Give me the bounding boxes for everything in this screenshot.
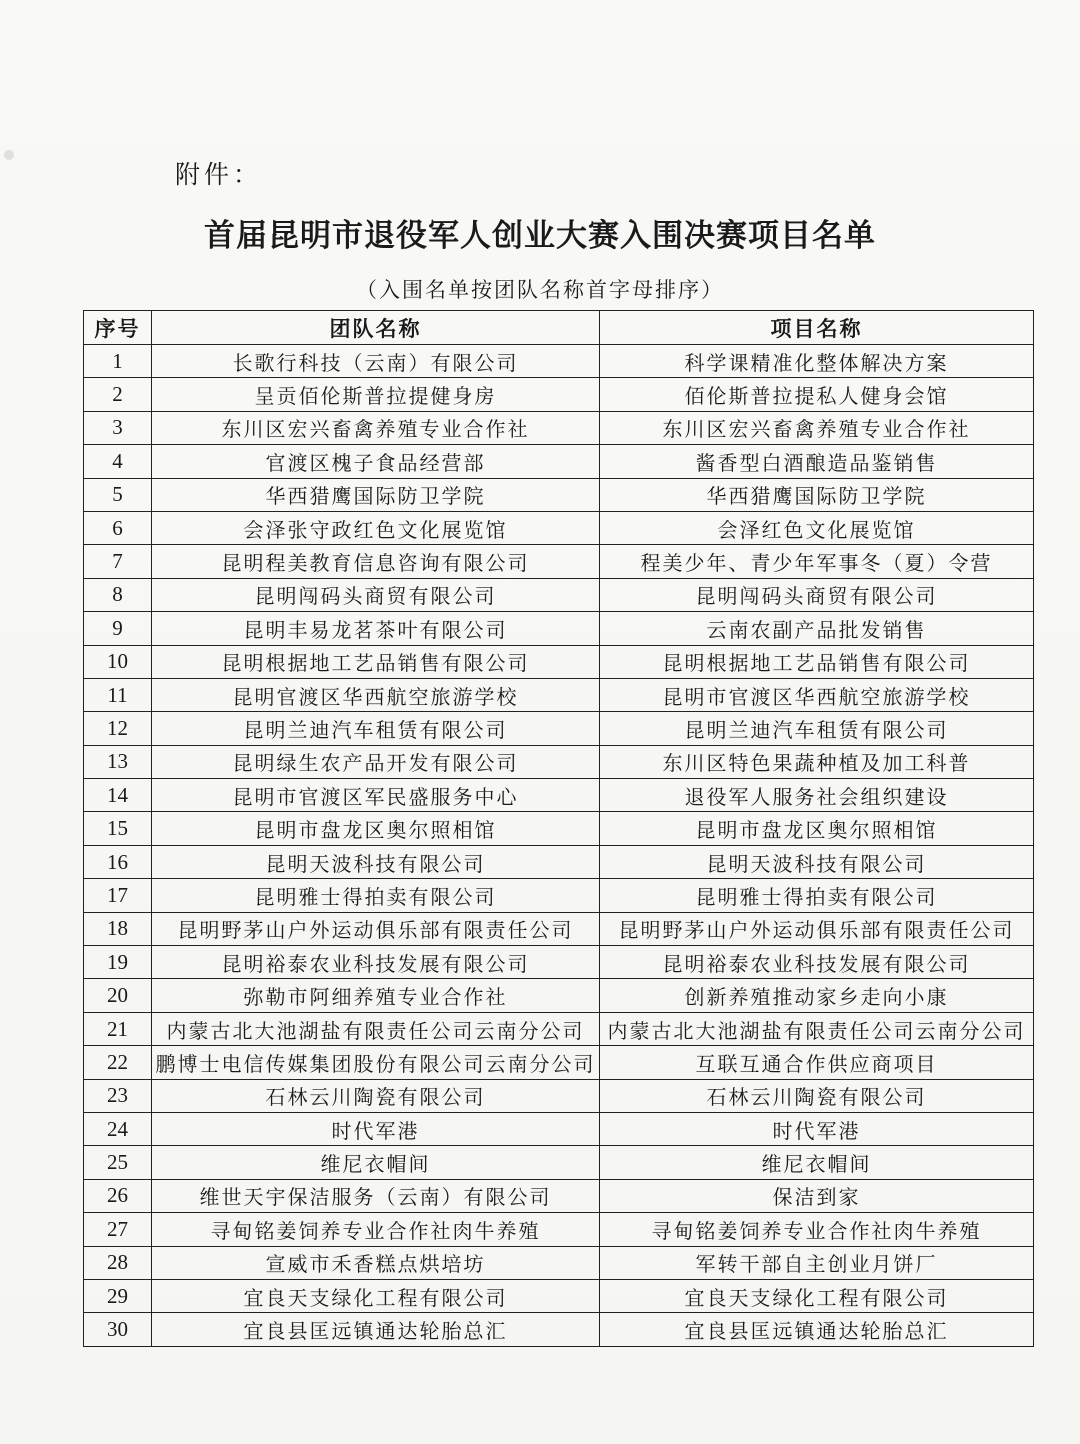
project-name-cell: 退役军人服务社会组织建设 bbox=[600, 779, 1034, 812]
project-name-cell: 科学课精准化整体解决方案 bbox=[600, 345, 1034, 378]
team-name-cell: 官渡区槐子食品经营部 bbox=[152, 445, 600, 478]
table-row bbox=[84, 612, 1034, 645]
team-name-cell: 昆明闯码头商贸有限公司 bbox=[152, 578, 600, 611]
scan-smudge bbox=[4, 150, 14, 160]
team-name-cell: 昆明市官渡区军民盛服务中心 bbox=[152, 779, 600, 812]
row-number: 13 bbox=[84, 745, 152, 778]
row-number: 24 bbox=[84, 1112, 152, 1145]
row-number: 6 bbox=[84, 511, 152, 544]
row-number: 15 bbox=[84, 812, 152, 845]
project-name-cell: 军转干部自主创业月饼厂 bbox=[600, 1246, 1034, 1279]
row-number: 26 bbox=[84, 1179, 152, 1212]
project-name-cell: 东川区特色果蔬种植及加工科普 bbox=[600, 745, 1034, 778]
team-name-cell: 宜良天支绿化工程有限公司 bbox=[152, 1279, 600, 1312]
table-row bbox=[84, 1046, 1034, 1079]
project-name-cell: 东川区宏兴畜禽养殖专业合作社 bbox=[600, 411, 1034, 444]
team-name-cell: 会泽张守政红色文化展览馆 bbox=[152, 511, 600, 544]
row-number: 9 bbox=[84, 612, 152, 645]
row-number: 28 bbox=[84, 1246, 152, 1279]
project-name-cell: 内蒙古北大池湖盐有限责任公司云南分公司 bbox=[600, 1012, 1034, 1045]
header-project-name: 项目名称 bbox=[600, 311, 1034, 345]
project-name-cell: 宜良天支绿化工程有限公司 bbox=[600, 1279, 1034, 1312]
project-name-cell: 寻甸铭姜饲养专业合作社肉牛养殖 bbox=[600, 1213, 1034, 1246]
row-number: 19 bbox=[84, 946, 152, 979]
table-row bbox=[84, 678, 1034, 711]
project-name-cell: 程美少年、青少年军事冬（夏）令营 bbox=[600, 545, 1034, 578]
table-row bbox=[84, 645, 1034, 678]
table-row bbox=[84, 1313, 1034, 1346]
table-row bbox=[84, 478, 1034, 511]
project-name-cell: 昆明天波科技有限公司 bbox=[600, 845, 1034, 878]
table-row bbox=[84, 1213, 1034, 1246]
table-row bbox=[84, 946, 1034, 979]
team-name-cell: 宜良县匡远镇通达轮胎总汇 bbox=[152, 1313, 600, 1346]
row-number: 11 bbox=[84, 678, 152, 711]
row-number: 4 bbox=[84, 445, 152, 478]
page-title: 首届昆明市退役军人创业大赛入围决赛项目名单 bbox=[204, 218, 876, 254]
table-row bbox=[84, 712, 1034, 745]
project-name-cell: 时代军港 bbox=[600, 1112, 1034, 1145]
header-team-name: 团队名称 bbox=[152, 311, 600, 345]
team-name-cell: 长歌行科技（云南）有限公司 bbox=[152, 345, 600, 378]
project-name-cell: 昆明根据地工艺品销售有限公司 bbox=[600, 645, 1034, 678]
team-name-cell: 时代军港 bbox=[152, 1112, 600, 1145]
page-subtitle: （入围名单按团队名称首字母排序） bbox=[356, 278, 724, 302]
table-row bbox=[84, 378, 1034, 411]
attachment-label: 附件： bbox=[175, 160, 263, 189]
project-name-cell: 石林云川陶瓷有限公司 bbox=[600, 1079, 1034, 1112]
team-name-cell: 宣威市禾香糕点烘培坊 bbox=[152, 1246, 600, 1279]
table-row bbox=[84, 1079, 1034, 1112]
row-number: 7 bbox=[84, 545, 152, 578]
table-row bbox=[84, 912, 1034, 945]
row-number: 5 bbox=[84, 478, 152, 511]
table-row bbox=[84, 745, 1034, 778]
team-name-cell: 昆明官渡区华西航空旅游学校 bbox=[152, 678, 600, 711]
table-row bbox=[84, 1146, 1034, 1179]
project-name-cell: 昆明兰迪汽车租赁有限公司 bbox=[600, 712, 1034, 745]
row-number: 17 bbox=[84, 879, 152, 912]
header-number: 序号 bbox=[84, 311, 152, 345]
row-number: 23 bbox=[84, 1079, 152, 1112]
row-number: 29 bbox=[84, 1279, 152, 1312]
row-number: 14 bbox=[84, 779, 152, 812]
project-name-cell: 创新养殖推动家乡走向小康 bbox=[600, 979, 1034, 1012]
table-header-row bbox=[84, 311, 1034, 345]
project-name-cell: 酱香型白酒酿造品鉴销售 bbox=[600, 445, 1034, 478]
row-number: 22 bbox=[84, 1046, 152, 1079]
project-name-cell: 华西猎鹰国际防卫学院 bbox=[600, 478, 1034, 511]
team-name-cell: 昆明雅士得拍卖有限公司 bbox=[152, 879, 600, 912]
table-row bbox=[84, 812, 1034, 845]
table-row bbox=[84, 1112, 1034, 1145]
team-name-cell: 华西猎鹰国际防卫学院 bbox=[152, 478, 600, 511]
team-name-cell: 寻甸铭姜饲养专业合作社肉牛养殖 bbox=[152, 1213, 600, 1246]
team-name-cell: 昆明裕泰农业科技发展有限公司 bbox=[152, 946, 600, 979]
row-number: 25 bbox=[84, 1146, 152, 1179]
project-name-cell: 昆明闯码头商贸有限公司 bbox=[600, 578, 1034, 611]
team-name-cell: 呈贡佰伦斯普拉提健身房 bbox=[152, 378, 600, 411]
table-row bbox=[84, 511, 1034, 544]
table-row bbox=[84, 1179, 1034, 1212]
project-name-cell: 昆明裕泰农业科技发展有限公司 bbox=[600, 946, 1034, 979]
team-name-cell: 东川区宏兴畜禽养殖专业合作社 bbox=[152, 411, 600, 444]
table-row bbox=[84, 979, 1034, 1012]
team-name-cell: 弥勒市阿细养殖专业合作社 bbox=[152, 979, 600, 1012]
table-row bbox=[84, 1279, 1034, 1312]
table-row bbox=[84, 411, 1034, 444]
project-name-cell: 佰伦斯普拉提私人健身会馆 bbox=[600, 378, 1034, 411]
team-name-cell: 石林云川陶瓷有限公司 bbox=[152, 1079, 600, 1112]
team-name-cell: 昆明市盘龙区奥尔照相馆 bbox=[152, 812, 600, 845]
row-number: 2 bbox=[84, 378, 152, 411]
row-number: 3 bbox=[84, 411, 152, 444]
row-number: 16 bbox=[84, 845, 152, 878]
table-row bbox=[84, 1246, 1034, 1279]
team-name-cell: 维世天宇保洁服务（云南）有限公司 bbox=[152, 1179, 600, 1212]
team-name-cell: 昆明根据地工艺品销售有限公司 bbox=[152, 645, 600, 678]
project-name-cell: 昆明野茅山户外运动俱乐部有限责任公司 bbox=[600, 912, 1034, 945]
row-number: 18 bbox=[84, 912, 152, 945]
row-number: 21 bbox=[84, 1012, 152, 1045]
table-row bbox=[84, 879, 1034, 912]
row-number: 1 bbox=[84, 345, 152, 378]
team-name-cell: 昆明兰迪汽车租赁有限公司 bbox=[152, 712, 600, 745]
row-number: 8 bbox=[84, 578, 152, 611]
row-number: 30 bbox=[84, 1313, 152, 1346]
project-name-cell: 维尼衣帽间 bbox=[600, 1146, 1034, 1179]
project-name-cell: 宜良县匡远镇通达轮胎总汇 bbox=[600, 1313, 1034, 1346]
project-name-cell: 云南农副产品批发销售 bbox=[600, 612, 1034, 645]
table-row bbox=[84, 345, 1034, 378]
table-body bbox=[84, 345, 1034, 1347]
table-row bbox=[84, 779, 1034, 812]
team-name-cell: 内蒙古北大池湖盐有限责任公司云南分公司 bbox=[152, 1012, 600, 1045]
team-name-cell: 昆明程美教育信息咨询有限公司 bbox=[152, 545, 600, 578]
project-name-cell: 昆明雅士得拍卖有限公司 bbox=[600, 879, 1034, 912]
row-number: 10 bbox=[84, 645, 152, 678]
team-name-cell: 维尼衣帽间 bbox=[152, 1146, 600, 1179]
team-name-cell: 鹏博士电信传媒集团股份有限公司云南分公司 bbox=[152, 1046, 600, 1079]
row-number: 27 bbox=[84, 1213, 152, 1246]
table-row bbox=[84, 578, 1034, 611]
table-row bbox=[84, 1012, 1034, 1045]
team-name-cell: 昆明野茅山户外运动俱乐部有限责任公司 bbox=[152, 912, 600, 945]
project-name-cell: 昆明市官渡区华西航空旅游学校 bbox=[600, 678, 1034, 711]
project-name-cell: 互联互通合作供应商项目 bbox=[600, 1046, 1034, 1079]
table-row bbox=[84, 445, 1034, 478]
project-name-cell: 昆明市盘龙区奥尔照相馆 bbox=[600, 812, 1034, 845]
table-row bbox=[84, 845, 1034, 878]
row-number: 20 bbox=[84, 979, 152, 1012]
table-row bbox=[84, 545, 1034, 578]
team-name-cell: 昆明绿生农产品开发有限公司 bbox=[152, 745, 600, 778]
row-number: 12 bbox=[84, 712, 152, 745]
project-name-cell: 保洁到家 bbox=[600, 1179, 1034, 1212]
team-name-cell: 昆明天波科技有限公司 bbox=[152, 845, 600, 878]
project-name-cell: 会泽红色文化展览馆 bbox=[600, 511, 1034, 544]
team-name-cell: 昆明丰易龙茗茶叶有限公司 bbox=[152, 612, 600, 645]
finalist-table bbox=[83, 310, 1034, 1347]
